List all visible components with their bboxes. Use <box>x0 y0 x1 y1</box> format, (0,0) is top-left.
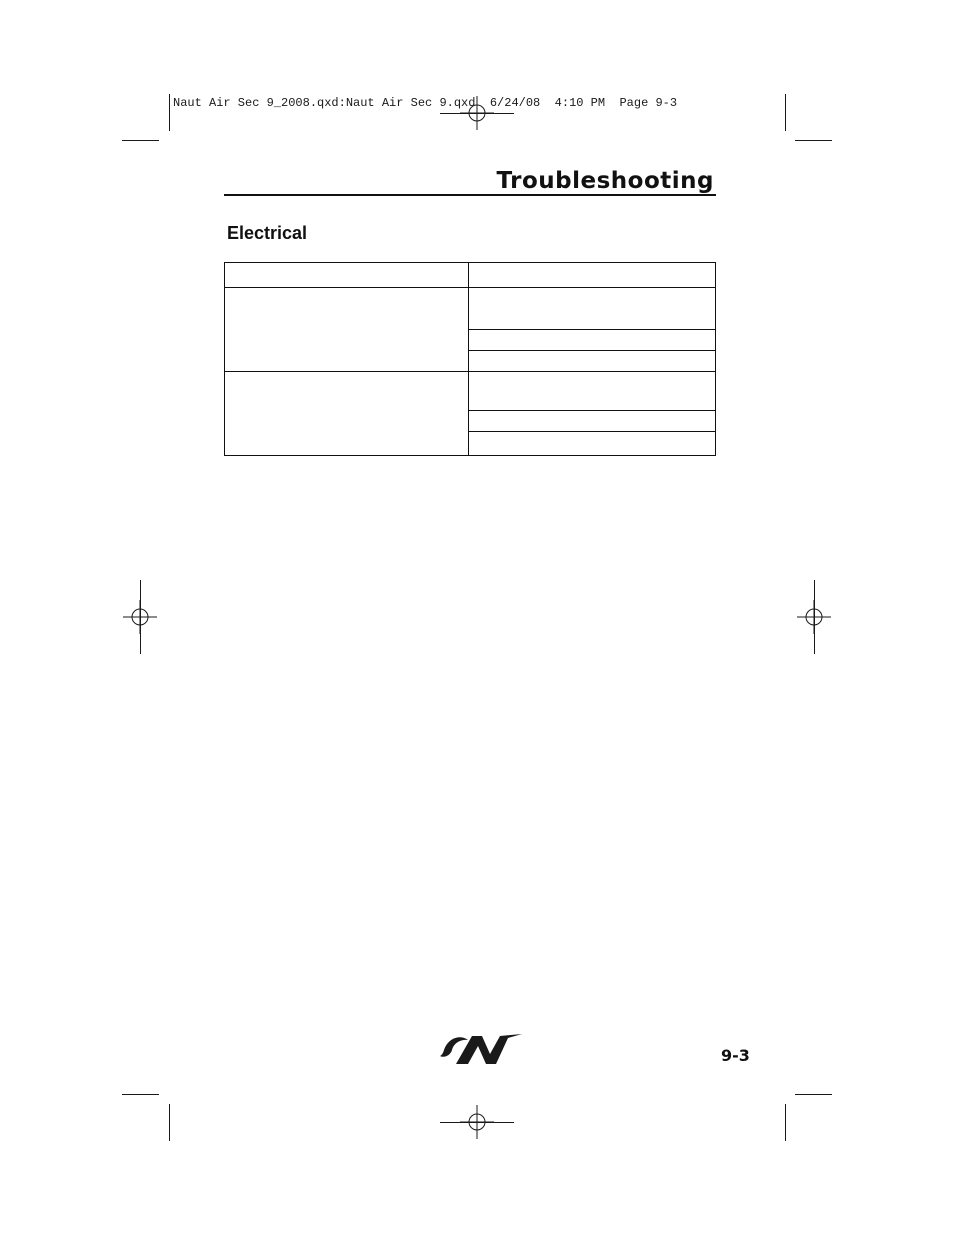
table-row-divider <box>468 329 715 330</box>
table-row-divider <box>468 350 715 351</box>
page-title: Troubleshooting <box>496 168 714 194</box>
table-row-divider <box>468 410 715 411</box>
table-column-divider <box>468 263 469 455</box>
crop-mark-bottom-left-vertical <box>169 1104 170 1141</box>
print-slug-line: Naut Air Sec 9_2008.qxd:Naut Air Sec 9.qxd 6/24/08 4:10 PM Page 9-3 <box>173 96 678 110</box>
crop-mark-top-right-vertical <box>785 94 786 131</box>
crop-mark-top-left-horizontal <box>122 140 159 141</box>
title-underline <box>224 194 716 196</box>
crop-mark-bottom-right-vertical <box>785 1104 786 1141</box>
page-number: 9-3 <box>721 1046 750 1065</box>
crop-mark-bottom-right-horizontal <box>795 1094 832 1095</box>
crop-mark-bottom-left-horizontal <box>122 1094 159 1095</box>
registration-mark-bottom-line <box>440 1122 514 1123</box>
crop-mark-top-left-vertical <box>169 94 170 131</box>
table-group-divider <box>225 371 715 372</box>
section-heading: Electrical <box>227 223 308 243</box>
crop-mark-top-right-horizontal <box>795 140 832 141</box>
registration-mark-left-line <box>140 580 141 654</box>
table-row-divider <box>468 431 715 432</box>
registration-mark-top-line <box>440 113 514 114</box>
table-header-row-divider <box>225 287 715 288</box>
troubleshooting-table <box>224 262 716 456</box>
nautique-logo-icon <box>438 1030 524 1066</box>
registration-mark-right-line <box>814 580 815 654</box>
